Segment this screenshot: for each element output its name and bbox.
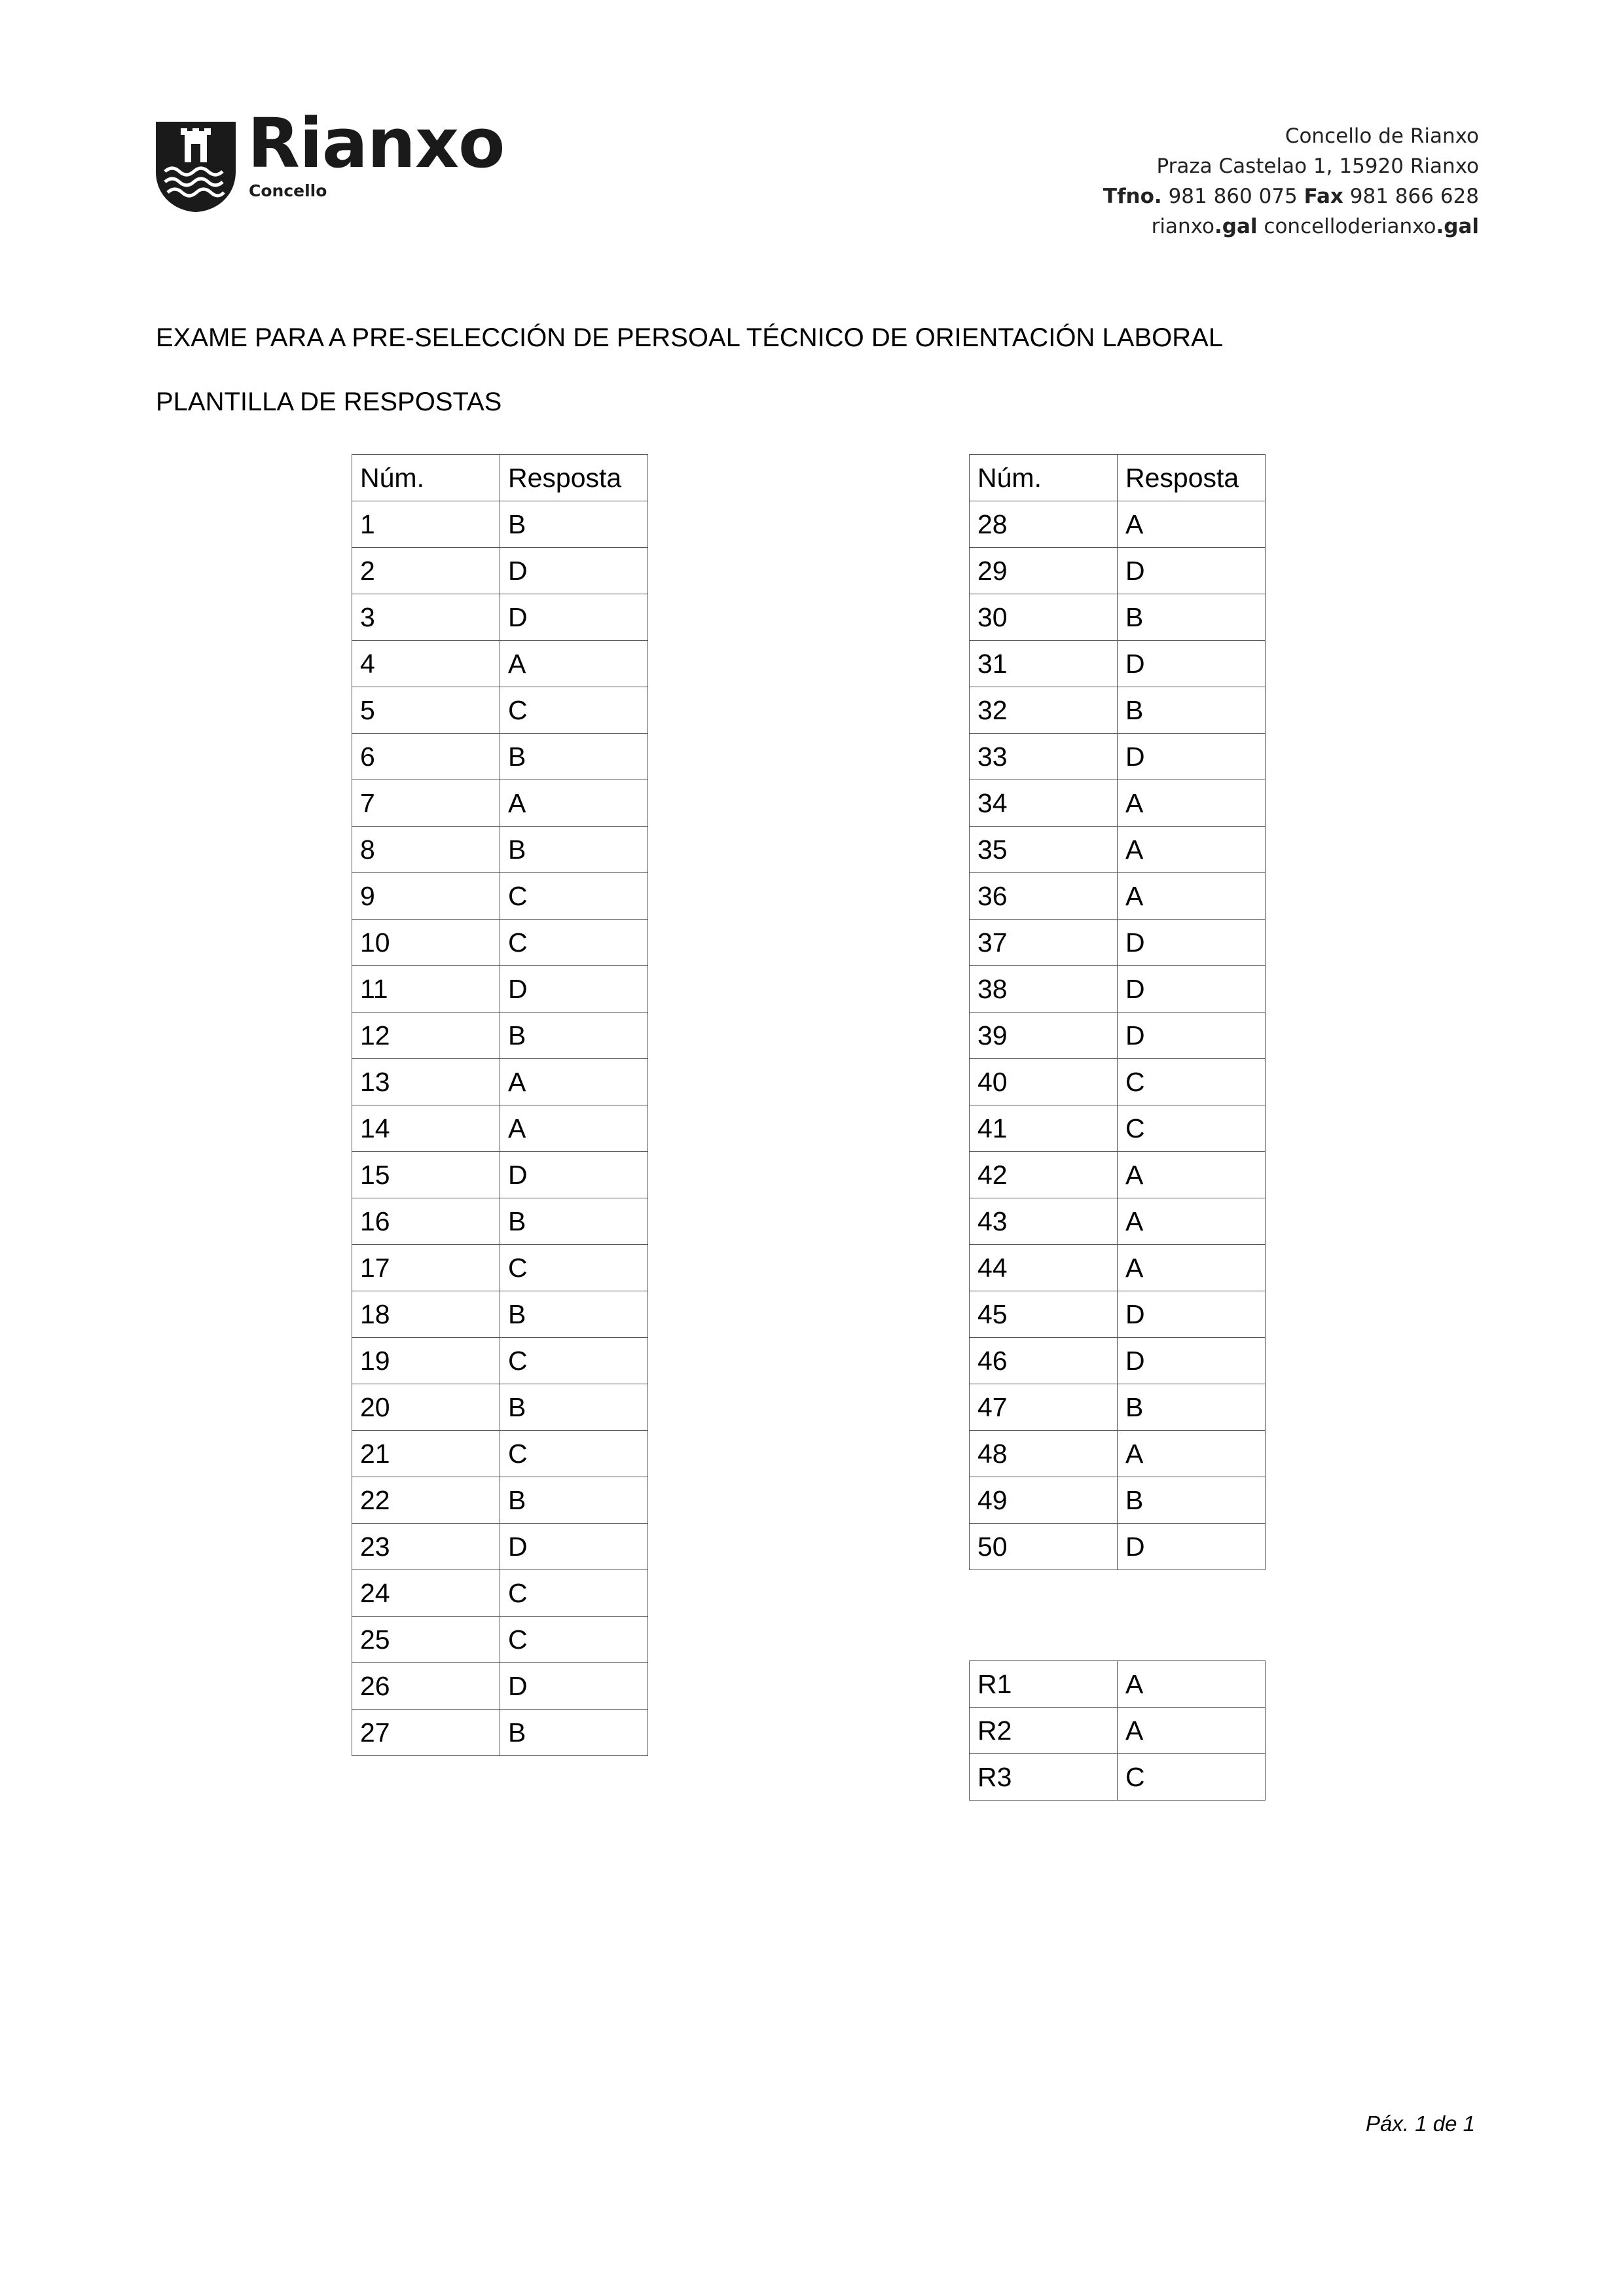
question-number: 5 xyxy=(352,687,500,734)
answer-letter: C xyxy=(500,1245,648,1291)
question-number: 38 xyxy=(970,966,1118,1013)
answer-letter: A xyxy=(500,1105,648,1152)
question-number: 2 xyxy=(352,548,500,594)
answer-letter: C xyxy=(500,1570,648,1617)
question-number: 34 xyxy=(970,780,1118,827)
table-row xyxy=(352,780,648,827)
answer-letter: B xyxy=(1118,1384,1266,1431)
table-row xyxy=(970,780,1266,827)
table-row xyxy=(352,1013,648,1059)
table-row xyxy=(970,501,1266,548)
question-number: 36 xyxy=(970,873,1118,920)
table-row xyxy=(970,1754,1266,1801)
table-row xyxy=(352,1431,648,1477)
website-link[interactable]: rianxo xyxy=(1151,215,1215,238)
answer-letter: B xyxy=(1118,594,1266,641)
table-row xyxy=(352,920,648,966)
table-row xyxy=(352,1105,648,1152)
question-number: 21 xyxy=(352,1431,500,1477)
contact-block xyxy=(1103,121,1479,242)
answer-letter: D xyxy=(1118,1291,1266,1338)
table-row xyxy=(970,641,1266,687)
column-header: Resposta xyxy=(1118,455,1266,501)
answer-letter: D xyxy=(1118,920,1266,966)
question-number: 11 xyxy=(352,966,500,1013)
question-number: 39 xyxy=(970,1013,1118,1059)
table-row xyxy=(970,1105,1266,1152)
answer-letter: C xyxy=(500,920,648,966)
question-number: 29 xyxy=(970,548,1118,594)
answers-table-left xyxy=(352,454,648,1756)
table-row xyxy=(352,687,648,734)
question-number: 30 xyxy=(970,594,1118,641)
question-number: 8 xyxy=(352,827,500,873)
question-number: 43 xyxy=(970,1198,1118,1245)
answer-letter: A xyxy=(1118,827,1266,873)
answer-letter: B xyxy=(500,1291,648,1338)
shield-icon xyxy=(156,122,236,212)
answer-letter: D xyxy=(1118,734,1266,780)
table-row xyxy=(352,1477,648,1524)
table-header-row xyxy=(970,455,1266,501)
answer-letter: A xyxy=(1118,873,1266,920)
answer-letter: A xyxy=(500,780,648,827)
answer-letter: C xyxy=(500,873,648,920)
table-row xyxy=(352,1245,648,1291)
document-subtitle: PLANTILLA DE RESPOSTAS xyxy=(156,387,502,416)
contact-name: Concello de Rianxo xyxy=(1285,124,1479,148)
question-number: 4 xyxy=(352,641,500,687)
table-row xyxy=(970,920,1266,966)
question-number: R1 xyxy=(970,1661,1118,1708)
table-row xyxy=(970,1291,1266,1338)
question-number: 9 xyxy=(352,873,500,920)
answer-letter: D xyxy=(500,548,648,594)
table-row xyxy=(970,1431,1266,1477)
question-number: 49 xyxy=(970,1477,1118,1524)
table-row xyxy=(352,1338,648,1384)
table-row xyxy=(352,1152,648,1198)
question-number: 47 xyxy=(970,1384,1118,1431)
table-row xyxy=(352,641,648,687)
answer-letter: C xyxy=(1118,1754,1266,1801)
table-row xyxy=(352,1291,648,1338)
question-number: 35 xyxy=(970,827,1118,873)
question-number: 19 xyxy=(352,1338,500,1384)
table-row xyxy=(970,1661,1266,1708)
table-row xyxy=(970,1477,1266,1524)
contact-phones: Tfno. 981 860 075 Fax 981 866 628 xyxy=(1103,185,1479,208)
question-number: 17 xyxy=(352,1245,500,1291)
table-row xyxy=(970,1059,1266,1105)
table-row xyxy=(970,873,1266,920)
table-row xyxy=(970,594,1266,641)
answer-letter: D xyxy=(1118,1013,1266,1059)
table-row xyxy=(352,1710,648,1756)
question-number: 6 xyxy=(352,734,500,780)
question-number: 45 xyxy=(970,1291,1118,1338)
answer-letter: D xyxy=(500,594,648,641)
question-number: 24 xyxy=(352,1570,500,1617)
table-row xyxy=(352,1059,648,1105)
answer-letter: C xyxy=(1118,1105,1266,1152)
question-number: 25 xyxy=(352,1617,500,1663)
column-header: Núm. xyxy=(970,455,1118,501)
logo-name: Rianxo xyxy=(247,103,505,183)
answer-letter: D xyxy=(500,966,648,1013)
answer-letter: B xyxy=(500,734,648,780)
answer-letter: D xyxy=(1118,548,1266,594)
question-number: 20 xyxy=(352,1384,500,1431)
question-number: R3 xyxy=(970,1754,1118,1801)
answer-letter: D xyxy=(1118,966,1266,1013)
table-row xyxy=(970,687,1266,734)
table-row xyxy=(970,827,1266,873)
table-row xyxy=(352,734,648,780)
table-row xyxy=(970,1245,1266,1291)
document-title: EXAME PARA A PRE-SELECCIÓN DE PERSOAL TÉCNICO DE ORIENTACIÓN LABORAL xyxy=(156,323,1224,352)
table-row xyxy=(352,548,648,594)
question-number: 10 xyxy=(352,920,500,966)
question-number: 15 xyxy=(352,1152,500,1198)
question-number: 42 xyxy=(970,1152,1118,1198)
answer-letter: B xyxy=(1118,687,1266,734)
question-number: 46 xyxy=(970,1338,1118,1384)
answer-letter: B xyxy=(500,1198,648,1245)
table-row xyxy=(352,594,648,641)
table-row xyxy=(352,827,648,873)
question-number: 50 xyxy=(970,1524,1118,1570)
table-row xyxy=(970,1384,1266,1431)
answer-letter: B xyxy=(500,1710,648,1756)
question-number: 27 xyxy=(352,1710,500,1756)
answer-letter: D xyxy=(1118,1524,1266,1570)
question-number: 40 xyxy=(970,1059,1118,1105)
answer-letter: B xyxy=(500,1013,648,1059)
question-number: 18 xyxy=(352,1291,500,1338)
reserve-answers-table xyxy=(969,1660,1266,1801)
answer-letter: A xyxy=(500,641,648,687)
question-number: 31 xyxy=(970,641,1118,687)
question-number: 28 xyxy=(970,501,1118,548)
answer-letter: C xyxy=(500,687,648,734)
answer-letter: D xyxy=(500,1663,648,1710)
answer-letter: A xyxy=(1118,1198,1266,1245)
concello-logo xyxy=(156,103,522,216)
question-number: 26 xyxy=(352,1663,500,1710)
table-row xyxy=(352,966,648,1013)
table-row xyxy=(970,1198,1266,1245)
table-row xyxy=(970,548,1266,594)
question-number: 32 xyxy=(970,687,1118,734)
table-row xyxy=(352,1524,648,1570)
table-row xyxy=(970,1524,1266,1570)
answer-letter: A xyxy=(1118,1431,1266,1477)
question-number: 13 xyxy=(352,1059,500,1105)
question-number: R2 xyxy=(970,1708,1118,1754)
table-row xyxy=(970,734,1266,780)
column-header: Resposta xyxy=(500,455,648,501)
answer-letter: D xyxy=(500,1152,648,1198)
answer-letter: B xyxy=(500,1477,648,1524)
table-row xyxy=(970,1338,1266,1384)
answers-table-right xyxy=(969,454,1266,1570)
logo-subtitle: Concello xyxy=(249,181,327,200)
answer-letter: A xyxy=(1118,501,1266,548)
table-row xyxy=(970,1013,1266,1059)
question-number: 48 xyxy=(970,1431,1118,1477)
column-header: Núm. xyxy=(352,455,500,501)
answer-letter: C xyxy=(500,1617,648,1663)
answer-letter: A xyxy=(1118,1245,1266,1291)
table-row xyxy=(970,966,1266,1013)
question-number: 22 xyxy=(352,1477,500,1524)
answer-letter: A xyxy=(1118,1708,1266,1754)
answer-letter: D xyxy=(1118,641,1266,687)
question-number: 41 xyxy=(970,1105,1118,1152)
website-link[interactable]: concelloderianxo xyxy=(1264,215,1436,238)
answer-letter: B xyxy=(1118,1477,1266,1524)
question-number: 23 xyxy=(352,1524,500,1570)
question-number: 37 xyxy=(970,920,1118,966)
contact-websites: rianxo.gal concelloderianxo.gal xyxy=(1151,215,1479,238)
question-number: 3 xyxy=(352,594,500,641)
table-row xyxy=(352,873,648,920)
contact-address: Praza Castelao 1, 15920 Rianxo xyxy=(1156,154,1479,178)
answer-letter: D xyxy=(1118,1338,1266,1384)
question-number: 14 xyxy=(352,1105,500,1152)
answer-letter: A xyxy=(1118,1661,1266,1708)
answer-letter: A xyxy=(500,1059,648,1105)
page-number: Páx. 1 de 1 xyxy=(1366,2111,1475,2136)
question-number: 12 xyxy=(352,1013,500,1059)
question-number: 7 xyxy=(352,780,500,827)
question-number: 16 xyxy=(352,1198,500,1245)
table-row xyxy=(352,1384,648,1431)
answer-letter: A xyxy=(1118,780,1266,827)
answer-letter: C xyxy=(1118,1059,1266,1105)
answer-letter: C xyxy=(500,1338,648,1384)
table-row xyxy=(352,1570,648,1617)
answer-letter: D xyxy=(500,1524,648,1570)
answer-letter: B xyxy=(500,501,648,548)
question-number: 33 xyxy=(970,734,1118,780)
table-row xyxy=(352,1663,648,1710)
answer-letter: C xyxy=(500,1431,648,1477)
answer-letter: A xyxy=(1118,1152,1266,1198)
question-number: 1 xyxy=(352,501,500,548)
table-header-row xyxy=(352,455,648,501)
table-row xyxy=(352,1617,648,1663)
table-row xyxy=(970,1708,1266,1754)
question-number: 44 xyxy=(970,1245,1118,1291)
table-row xyxy=(352,501,648,548)
table-row xyxy=(352,1198,648,1245)
answer-letter: B xyxy=(500,827,648,873)
table-row xyxy=(970,1152,1266,1198)
answer-letter: B xyxy=(500,1384,648,1431)
